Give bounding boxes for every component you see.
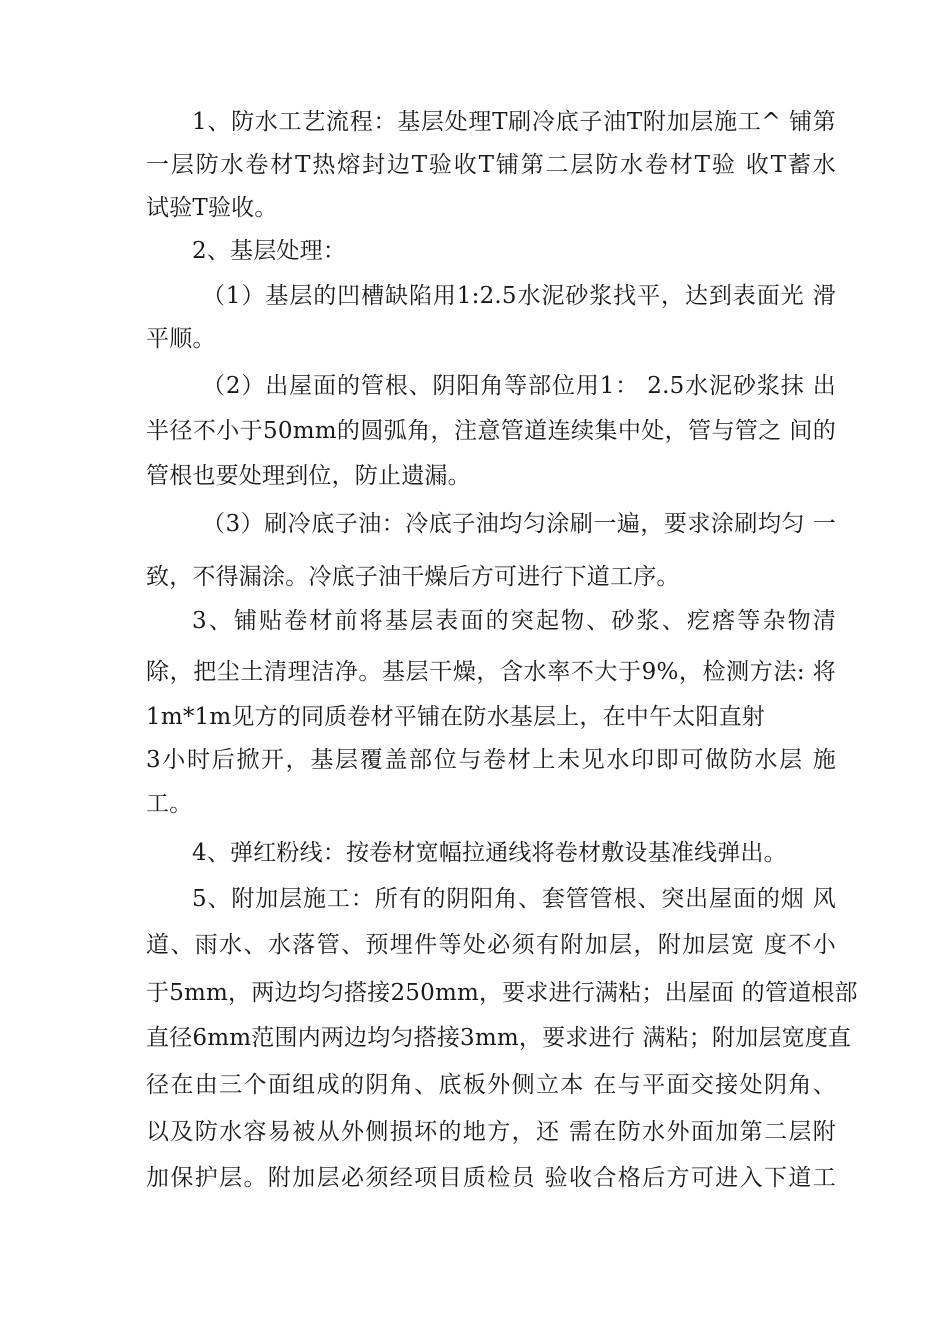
para-2-heading: 2、基层处理： xyxy=(192,238,347,264)
para-3-line-5: 工。 xyxy=(146,791,193,817)
para-2-3-line-2: 致，不得漏涂。冷底子油干燥后方可进行下道工序。 xyxy=(146,564,680,590)
para-3-line-1: 3、铺贴卷材前将基层表面的突起物、砂浆、疙瘩等杂物清 xyxy=(192,608,836,634)
para-4-line-1: 4、弹红粉线：按卷材宽幅拉通线将卷材敷设基准线弹出。 xyxy=(192,840,787,866)
para-5-line-6: 以及防水容易被从外侧损坏的地方，还 需在防水外面加第二层附 xyxy=(146,1119,836,1145)
para-2-2-line-2: 半径不小于50mm的圆弧角，注意管道连续集中处，管与管之 间的 xyxy=(146,418,836,444)
para-3-line-2: 除，把尘土清理洁净。基层干燥，含水率不大于9%，检测方法: 将 xyxy=(146,659,836,685)
para-1-line-3: 试验T验收。 xyxy=(146,195,278,221)
para-5-line-3: 于5mm，两边均匀搭接250mm，要求进行满粘；出屋面 的管道根部 xyxy=(146,980,858,1006)
para-3-line-3: 1m*1m见方的同质卷材平铺在防水基层上，在中午太阳直射 xyxy=(146,704,765,730)
para-5-line-2: 道、雨水、水落管、预埋件等处必须有附加层，附加层宽 度不小 xyxy=(146,932,836,958)
para-2-2-line-1: （2）出屋面的管根、阴阳角等部位用1： 2.5水泥砂浆抹 出 xyxy=(202,373,836,399)
para-5-line-4: 直径6mm范围内两边均匀搭接3mm，要求进行 满粘；附加层宽度直 xyxy=(146,1025,852,1051)
para-2-1-line-2: 平顺。 xyxy=(146,326,216,352)
para-5-line-7: 加保护层。附加层必须经项目质检员 验收合格后方可进入下道工 xyxy=(146,1165,836,1191)
para-2-1-line-1: （1）基层的凹槽缺陷用1:2.5水泥砂浆找平，达到表面光 滑 xyxy=(202,283,836,309)
para-5-line-1: 5、附加层施工：所有的阴阳角、套管管根、突出屋面的烟 风 xyxy=(192,886,836,912)
para-1-line-2: 一层防水卷材T热熔封边T验收T铺第二层防水卷材T验 收T蓄水 xyxy=(146,152,836,178)
para-2-3-line-1: （3）刷冷底子油：冷底子油均匀涂刷一遍，要求涂刷均匀 一 xyxy=(202,511,836,537)
para-5-line-5: 径在由三个面组成的阴角、底板外侧立本 在与平面交接处阴角、 xyxy=(146,1072,836,1098)
para-3-line-4: 3小时后掀开，基层覆盖部位与卷材上未见水印即可做防水层 施 xyxy=(146,747,836,773)
para-2-2-line-3: 管根也要处理到位，防止遗漏。 xyxy=(146,463,471,489)
para-1-line-1: 1、防水工艺流程：基层处理T刷冷底子油T附加层施工^ 铺第 xyxy=(192,109,836,135)
